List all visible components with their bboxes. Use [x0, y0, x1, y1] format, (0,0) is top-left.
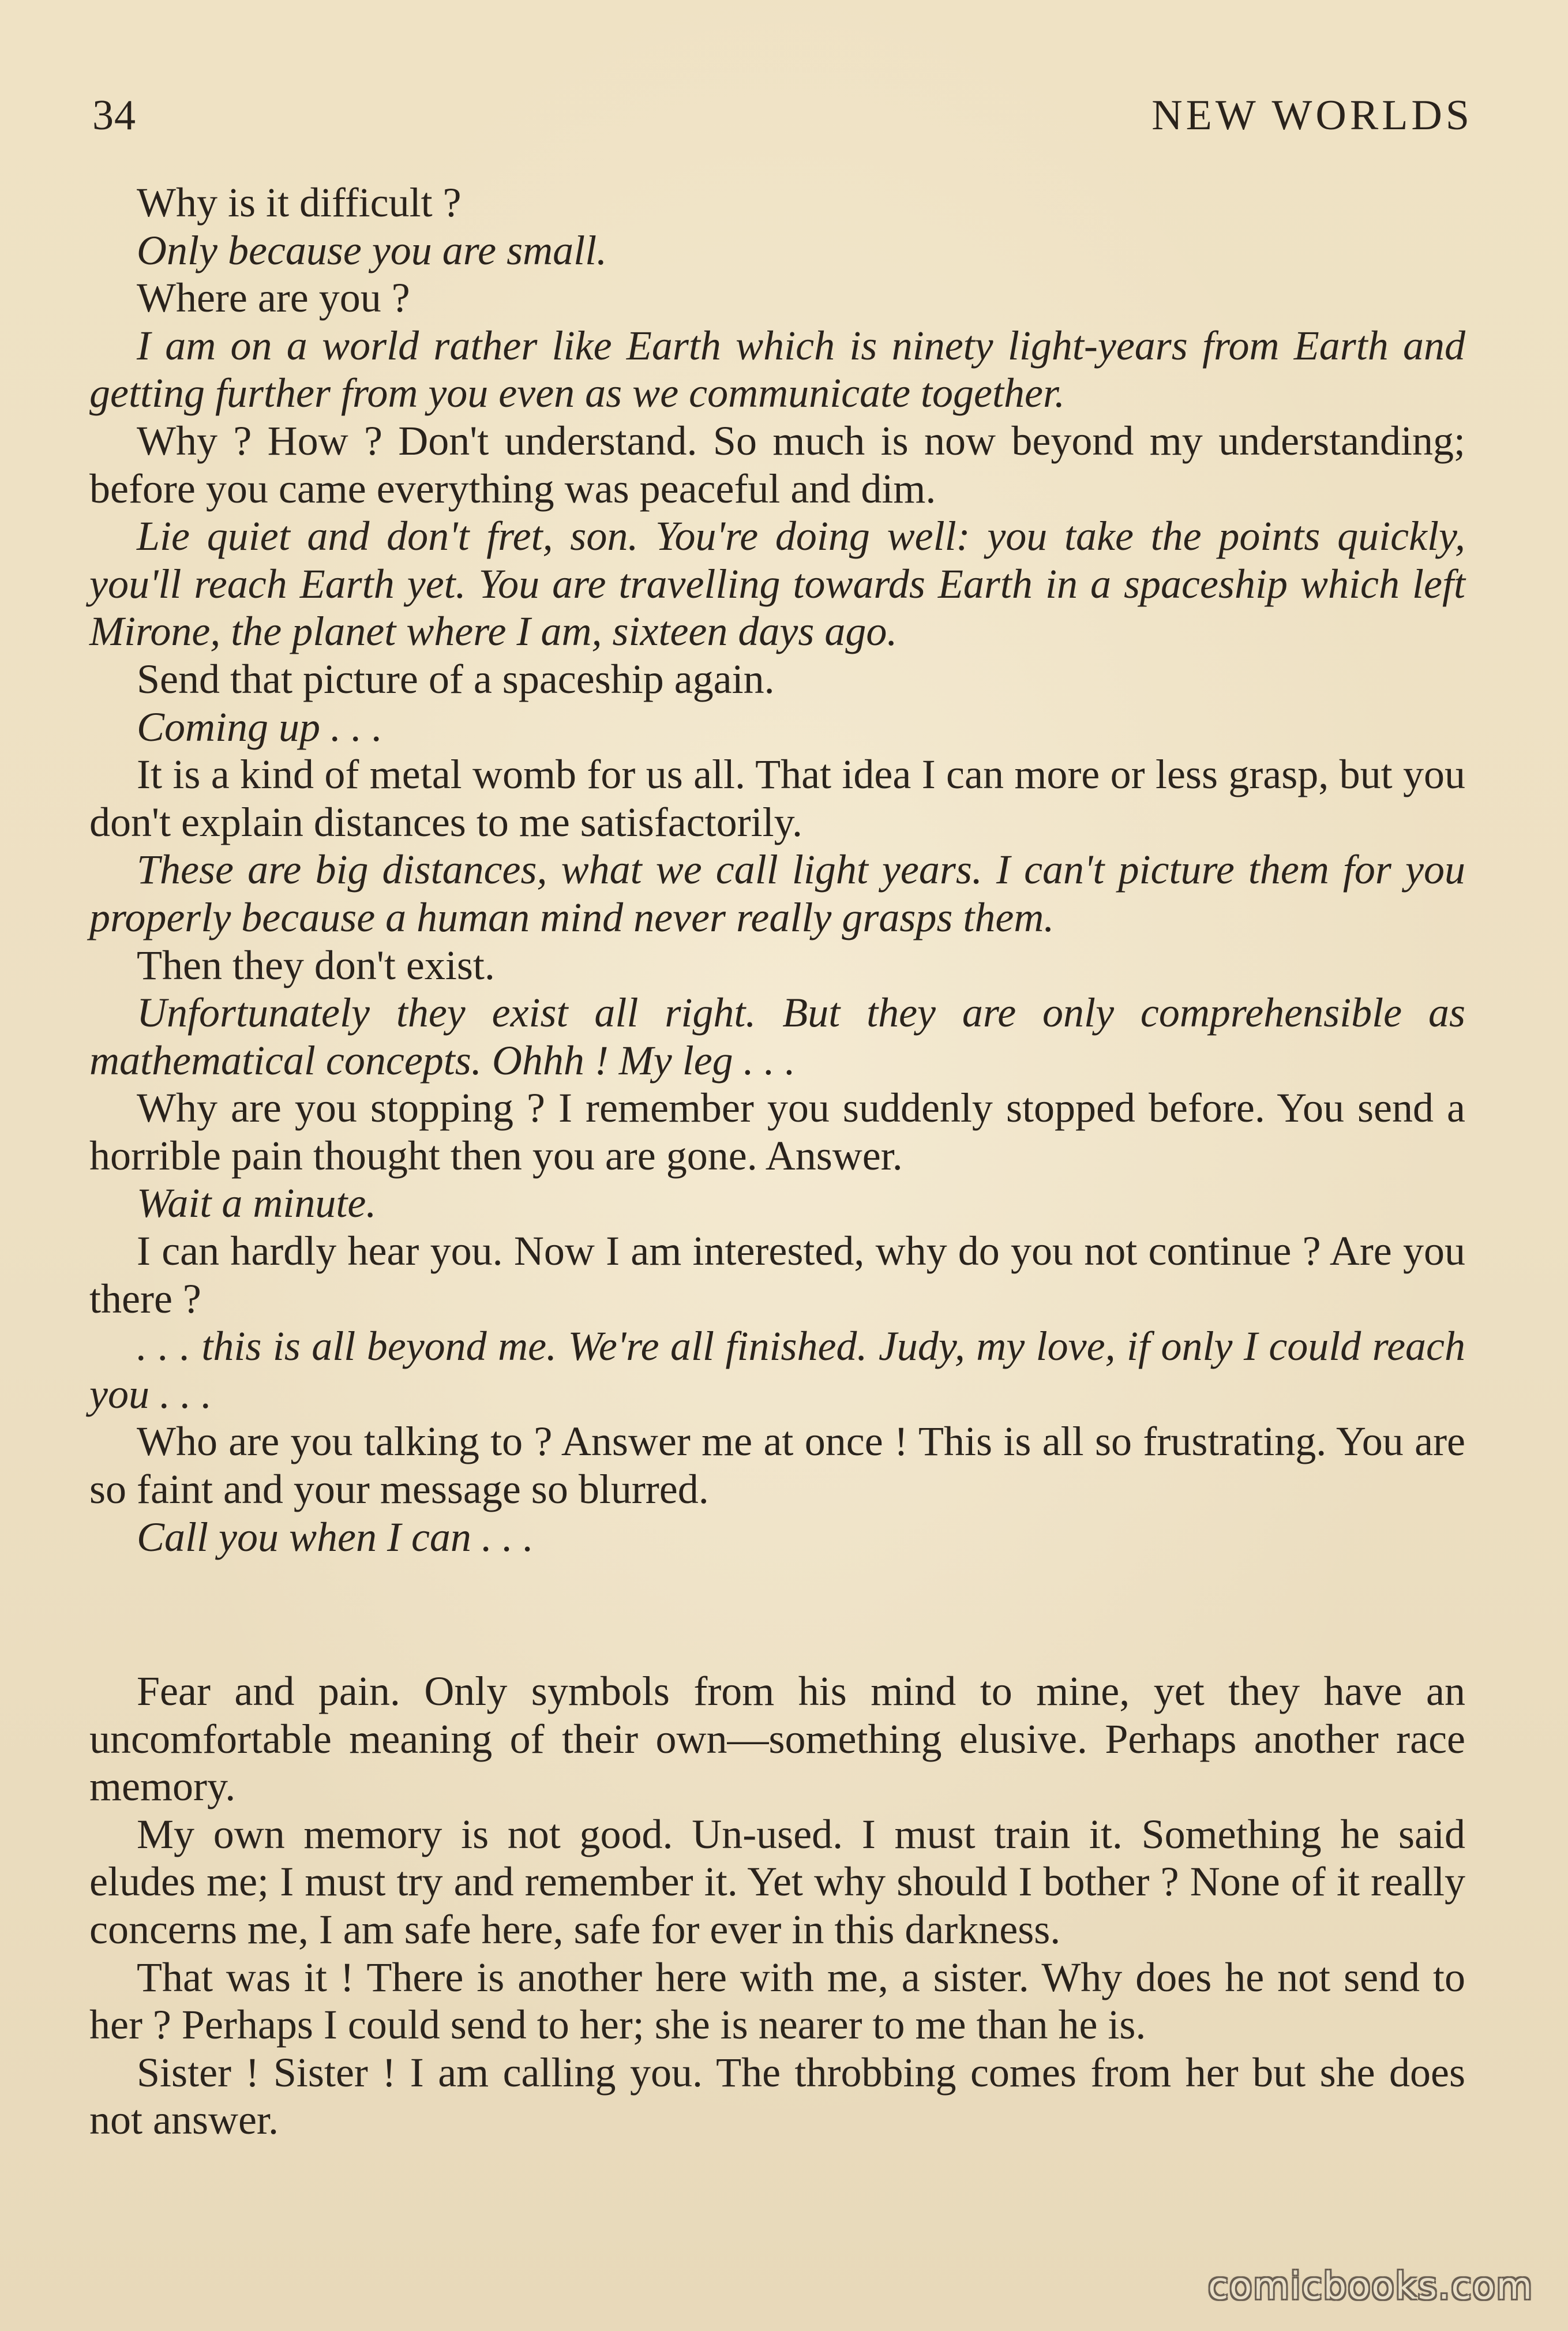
paragraph-italic: Call you when I can . . . — [137, 1513, 534, 1560]
paragraph-italic: Only because you are small. — [137, 227, 607, 273]
paragraph-italic: Unfortunately they exist all right. But they are only comprehensible as mathematical concepts. Ohhh ! My leg . . . — [89, 990, 1465, 1084]
narration-section — [89, 1667, 1465, 2144]
paragraph: Why is it difficult ? — [137, 179, 462, 226]
paragraph: My own memory is not good. Un-used. I must train it. Something he said eludes me; I must try and remember it. Yet why should I bother ? None of it really concerns me, I am safe here, safe for ever in this darkness. — [89, 1811, 1465, 1953]
watermark: comicbooks.com — [1207, 2265, 1533, 2308]
page-number: 34 — [92, 92, 136, 139]
paragraph-italic: I am on a world rather like Earth which is ninety light-years from Earth and getting further from you even as we communicate together. — [89, 322, 1465, 417]
paragraph: Sister ! Sister ! I am calling you. The throbbing comes from her but she does not answer. — [89, 2049, 1465, 2143]
paragraph: Where are you ? — [137, 275, 410, 321]
paragraph-italic: . . . this is all beyond me. We're all finished. Judy, my love, if only I could reach you . . . — [89, 1323, 1465, 1417]
paragraph-italic: Wait a minute. — [137, 1180, 377, 1227]
running-head: NEW WORLDS — [1151, 92, 1473, 139]
paragraph: Fear and pain. Only symbols from his mind to mine, yet they have an uncomfortable meaning of their own—something elusive. Perhaps another race memory. — [89, 1668, 1465, 1810]
paragraph: Then they don't exist. — [137, 942, 495, 988]
paragraph-italic: These are big distances, what we call light years. I can't picture them for you properly because a human mind never really grasps them. — [89, 846, 1465, 940]
paragraph: Who are you talking to ? Answer me at once ! This is all so frustrating. You are so faint and your message so blurred. — [89, 1418, 1465, 1513]
paragraph: Why ? How ? Don't understand. So much is now beyond my understanding; before you came everything was peaceful and dim. — [89, 417, 1465, 512]
page-header — [92, 87, 1473, 144]
paragraph: Why are you stopping ? I remember you suddenly stopped before. You send a horrible pain thought then you are gone. Answer. — [89, 1085, 1465, 1179]
paragraph: Send that picture of a spaceship again. — [137, 655, 775, 702]
paragraph: I can hardly hear you. Now I am interested, why do you not continue ? Are you there ? — [89, 1228, 1465, 1322]
paragraph: That was it ! There is another here with me, a sister. Why does he not send to her ? Perhaps I could send to her; she is nearer to me than he is. — [89, 1954, 1465, 2048]
paragraph: It is a kind of metal womb for us all. That idea I can more or less grasp, but you don't explain distances to me satisfactorily. — [89, 751, 1465, 845]
dialogue-section — [89, 179, 1465, 1561]
paragraph-italic: Lie quiet and don't fret, son. You're doing well: you take the points quickly, you'll reach Earth yet. You are travelling towards Earth in a spaceship which left Mirone, the planet where I am, sixteen days ago. — [89, 513, 1465, 655]
paragraph-italic: Coming up . . . — [137, 703, 383, 750]
